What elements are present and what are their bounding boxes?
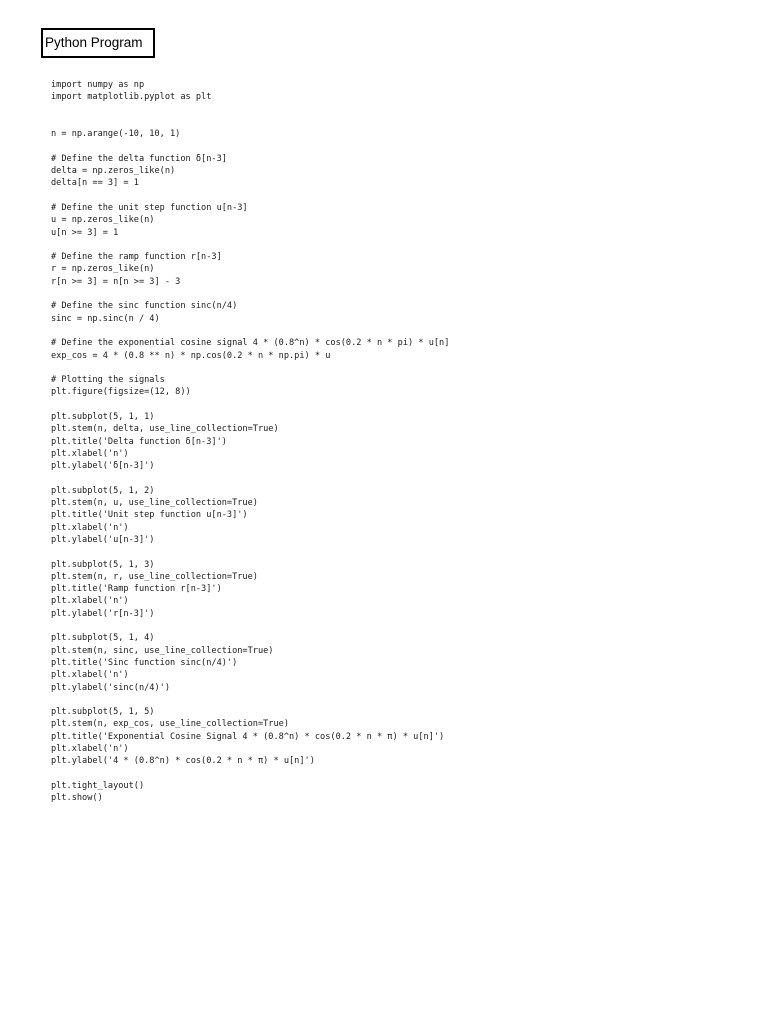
blank-line <box>51 140 751 152</box>
code-line: plt.subplot(5, 1, 5) <box>51 707 155 718</box>
code-line: plt.xlabel('n') <box>51 596 129 607</box>
blank-line <box>51 116 751 128</box>
code-line: # Define the unit step function u[n-3] <box>51 202 248 213</box>
code-line: plt.ylabel('4 * (0.8^n) * cos(0.2 * n * π) * u[n]') <box>51 756 315 767</box>
code-line: import numpy as np <box>51 80 145 90</box>
blank-line <box>51 239 751 251</box>
blank-line <box>51 362 751 374</box>
code-line: plt.title('Unit step function u[n-3]') <box>51 510 248 521</box>
code-line: plt.title('Sinc function sinc(n/4)') <box>51 657 238 668</box>
code-line: # Define the exponential cosine signal 4 * (0.8^n) * cos(0.2 * n * pi) * u[n] <box>51 338 450 349</box>
code-line: plt.xlabel('n') <box>51 744 129 755</box>
blank-line <box>51 546 751 558</box>
code-line: delta = np.zeros_like(n) <box>51 166 176 177</box>
blank-line <box>51 288 751 300</box>
code-line: plt.xlabel('n') <box>51 448 129 459</box>
code-line: exp_cos = 4 * (0.8 ** n) * np.cos(0.2 * n * np.pi) * u <box>51 350 331 361</box>
code-line: plt.xlabel('n') <box>51 670 129 681</box>
code-line: plt.title('Delta function δ[n-3]') <box>51 436 227 447</box>
code-line: plt.title('Ramp function r[n-3]') <box>51 584 222 595</box>
blank-line <box>51 104 751 116</box>
code-line: import matplotlib.pyplot as plt <box>51 92 212 103</box>
code-line: r[n >= 3] = n[n >= 3] - 3 <box>51 276 181 287</box>
code-line: delta[n == 3] = 1 <box>51 178 139 189</box>
code-line: plt.tight_layout() <box>51 780 145 791</box>
code-line: plt.ylabel('r[n-3]') <box>51 608 155 619</box>
code-line: plt.subplot(5, 1, 2) <box>51 485 155 496</box>
code-line: plt.ylabel('δ[n-3]') <box>51 461 155 472</box>
code-line: n = np.arange(-10, 10, 1) <box>51 129 181 140</box>
code-line: plt.ylabel('u[n-3]') <box>51 534 155 545</box>
code-line: u = np.zeros_like(n) <box>51 215 155 226</box>
blank-line <box>51 399 751 411</box>
blank-line <box>51 768 751 780</box>
code-line: plt.stem(n, r, use_line_collection=True) <box>51 571 258 582</box>
code-line: plt.show() <box>51 793 103 804</box>
code-line: # Define the ramp function r[n-3] <box>51 252 222 263</box>
blank-line <box>51 190 751 202</box>
code-line: # Define the sinc function sinc(n/4) <box>51 301 238 312</box>
code-line: plt.xlabel('n') <box>51 522 129 533</box>
blank-line <box>51 694 751 706</box>
code-line: # Define the delta function δ[n-3] <box>51 153 227 164</box>
code-block <box>51 79 751 805</box>
blank-line <box>51 473 751 485</box>
code-line: plt.figure(figsize=(12, 8)) <box>51 387 191 398</box>
code-line: plt.ylabel('sinc(n/4)') <box>51 682 170 693</box>
code-line: plt.title('Exponential Cosine Signal 4 * (0.8^n) * cos(0.2 * n * π) * u[n]') <box>51 731 445 742</box>
code-line: plt.stem(n, u, use_line_collection=True) <box>51 498 258 509</box>
code-line: r = np.zeros_like(n) <box>51 264 155 275</box>
code-line: plt.stem(n, exp_cos, use_line_collection=True) <box>51 719 289 730</box>
code-line: plt.subplot(5, 1, 3) <box>51 559 155 570</box>
code-line: plt.stem(n, sinc, use_line_collection=True) <box>51 645 274 656</box>
blank-line <box>51 620 751 632</box>
code-line: u[n >= 3] = 1 <box>51 227 119 238</box>
page-title: Python Program <box>41 28 155 58</box>
code-line: plt.stem(n, delta, use_line_collection=True) <box>51 424 279 435</box>
code-line: plt.subplot(5, 1, 4) <box>51 633 155 644</box>
code-line: # Plotting the signals <box>51 375 165 386</box>
blank-line <box>51 325 751 337</box>
code-line: sinc = np.sinc(n / 4) <box>51 313 160 324</box>
code-line: plt.subplot(5, 1, 1) <box>51 412 155 423</box>
